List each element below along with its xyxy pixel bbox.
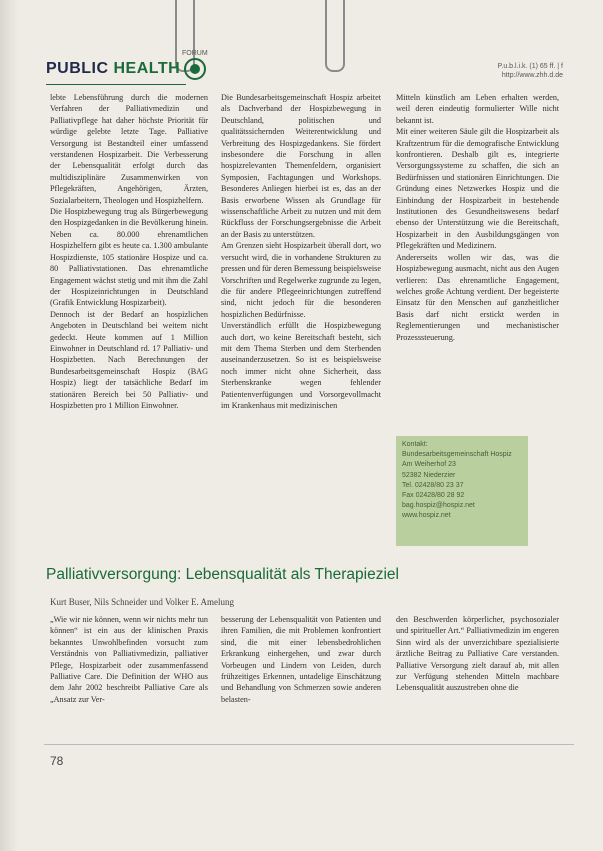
contact-line: Bundesarbeitsgemeinschaft Hospiz: [402, 451, 512, 459]
paragraph: besserung der Lebensqualität von Patienten und ihren Familien, die mit Problemen konfrontiert sind, die mit einer lebensbedrohlichen Erkrankung einhergehen, und zwar durch Vorbeugen und Lindern von Leiden, durch frühzeitiges Erkennen, untadelige Einschätzung und Behandlung von Schmerzen sowie anderen belasten-: [221, 615, 381, 704]
paragraph: Mit einer weiteren Säule gilt die Hospizarbeit als Kraftzentrum für die demografische Entwicklung konfrontieren. Deshalb gilt es, integrierte Versorgungssysteme zu schaffen, die sich an Bedürfnissen und stationären Einrichtungen. Die Gründung eines Netzwerkes Hospiz und die Einbindung der Hospizarbeit in bestehende Institutionen des Gesundheitswesens bedarf ebenso der Unterstützung wie die Bereitschaft, Hospizarbeit in den Ausbildungsgängen von Pflegekräften und Medizinern.: [396, 127, 559, 251]
contact-phone: Tel. 02428/80 23 37: [402, 481, 464, 489]
text-column-3: [396, 92, 559, 343]
paragraph: Mitteln künstlich am Leben erhalten werden, weil deren eindeutig formulierter Wille nicht bekannt ist.: [396, 93, 559, 125]
article-authors: Kurt Buser, Nils Schneider und Volker E. Amelung: [50, 597, 235, 607]
paragraph: Die Bundesarbeitsgemeinschaft Hospiz arbeitet als Dachverband der Hospizbewegung in Deutschland, politischen und qualitätssichernden Weiterentwicklung und Verbreitung des Hospizgedankens. Sie fördert insbesondere die Forschung in allen hospizrelevanten Themenfeldern, organisiert Symposien, Fachtagungen und Workshops. Besonderes Anliegen hierbei ist es, das an der Basis erworbene Wissen als Grundlage für wissenschaftliche Arbeit zu nutzen und mit dem Rückfluss der Forschungsergebnisse die Arbeit an der Basis zu unterstützen.: [221, 93, 381, 239]
contact-line: 52382 Niederzier: [402, 471, 456, 479]
article-headline: Palliativversorgung: Lebensqualität als Therapieziel: [46, 566, 399, 583]
public-health-logo: [46, 50, 208, 80]
article-column-2: [221, 614, 381, 705]
contact-email: bag.hospiz@hospiz.net: [402, 502, 475, 510]
paragraph: Unverständlich erfüllt die Hospizbewegung auch dort, wo keine Bereitschaft besteht, sich mit dem Thema Sterben und dem Sterbenden auseinanderzusetzen. So ist es beispielsweise noch immer nicht ohne Sicherheit, dass Sterbenskranke wegen fehlender Patientenverfügungen und Vorsorgevollmacht im Krankenhaus mit medizinischen: [221, 321, 381, 410]
paragraph: Andererseits wollen wir das, was die Hospizbewegung ausmacht, nicht aus den Augen verlieren: Das ehrenamtliche Engagement, welches große Achtung verdient. Der begeisterte Einsatz für den Menschen auf ganzheitlicher Basis darf nicht erstickt werden in Reglementierungen und mechanistischer Prozesssteuerung.: [396, 252, 559, 342]
text-column-2: [221, 92, 381, 411]
contact-fax: Fax 02428/80 28 92: [402, 492, 465, 500]
paragraph: Am Grenzen sieht Hospizarbeit überall dort, wo versucht wird, die in vorhandene Strukturen zu pressen und für deren Bemessung beispielsweise Vorschriften und Regelwerke zugrunde zu legen, die für andere Pflegeeinrichtungen zutreffend sind, nicht jedoch für die besonderen hospizlichen Bedürfnisse.: [221, 241, 381, 319]
paper-clip: [325, 0, 345, 72]
paragraph: Die Hospizbewegung trug als Bürgerbewegung den Hospizgedanken in die Bevölkerung hinein. Neben ca. 80.000 ehrenamtlichen Hospizhelfern gibt es heute ca. 1.300 ambulante Hospizdienste, 105 stationäre Hospize und ca. 80 Palliativstationen. Das ehrenamtliche Engagement wächst stetig und mit ihm die Zahl der Hospizeinrichtungen in Deutschland (Grafik Entwicklung Hospizarbeit).: [50, 207, 208, 308]
contact-box: [396, 436, 528, 546]
header-rule: [46, 84, 186, 85]
article-column-1: [50, 614, 208, 705]
logo-wordmark: [46, 60, 180, 78]
article-column-3: [396, 614, 559, 694]
paragraph: „Wie wir nie können, wenn wir nichts mehr tun können“ ist ein aus der klinischen Praxis bekanntes Unwohlbefinden vorsucht zum Verständnis von Palliativmedizin, palliativer Pflege, Hospizarbeit oder zusammenfassend Palliative Care. Die Definition der WHO aus dem Jahr 2002 beschreibt Palliative Care als „Ansatz zur Ver-: [50, 615, 208, 704]
page-number: 78: [50, 754, 64, 768]
footer-rule: [44, 744, 574, 745]
logo-circle-icon: [184, 58, 206, 80]
binding-edge: [0, 0, 18, 851]
contact-line: Am Weiherhof 23: [402, 461, 456, 469]
logo-word-health: HEALTH: [113, 60, 181, 77]
logo-word-public: PUBLIC: [46, 60, 114, 77]
contact-website: www.hospiz.net: [402, 512, 451, 520]
journal-reference: [498, 62, 563, 80]
paragraph: lebte Lebensführung durch die modernen Verfahren der Palliativmedizin und Palliativpflege hat daher höchste Priorität für würdige gelebte letzte Tage. Palliative Versorgung ist Bestandteil einer umfassend verstandenen Hospizarbeit. Die Verbesserung der Lebensqualität erfolgt durch das multidisziplinäre Zusammenwirken von Pflegekräften, Angehörigen, Ärzten, Sozialarbeitern, Theologen und Hospizhelfern.: [50, 93, 208, 205]
journal-citation: P.u.b.l.i.k. (1) 65 ff. | f: [497, 63, 563, 70]
text-column-1: [50, 92, 208, 411]
journal-url: http://www.zhh.d.de: [501, 72, 563, 79]
contact-heading: Kontakt:: [402, 441, 428, 448]
logo-forum: FORUM: [182, 50, 208, 57]
paragraph: Dennoch ist der Bedarf an hospizlichen Angeboten in Deutschland bei weitem nicht gedeckt. Heute kommen auf 1 Million Einwohner in Deutschland rd. 17 Palliativ- und Hospizbetten. Nach Berechnungen der Bundesarbeitsgemeinschaft Hospiz (BAG Hospiz) liegt der tatsächliche Bedarf im stationären Bereich bei 50 Palliativ- und Hospizbetten pro 1 Million Einwohner.: [50, 309, 208, 410]
paragraph: den Beschwerden körperlicher, psychosozialer und spiritueller Art.“ Palliativmedizin im engeren Sinn wird als der unverzichtbare spezialisierte ärztliche Beitrag zu Palliative Care verstanden. Palliative Versorgung zielt darauf ab, mit allen zur Verfügung stehenden Mitteln machbare Lebensqualität auszustreben ohne die: [396, 615, 559, 693]
